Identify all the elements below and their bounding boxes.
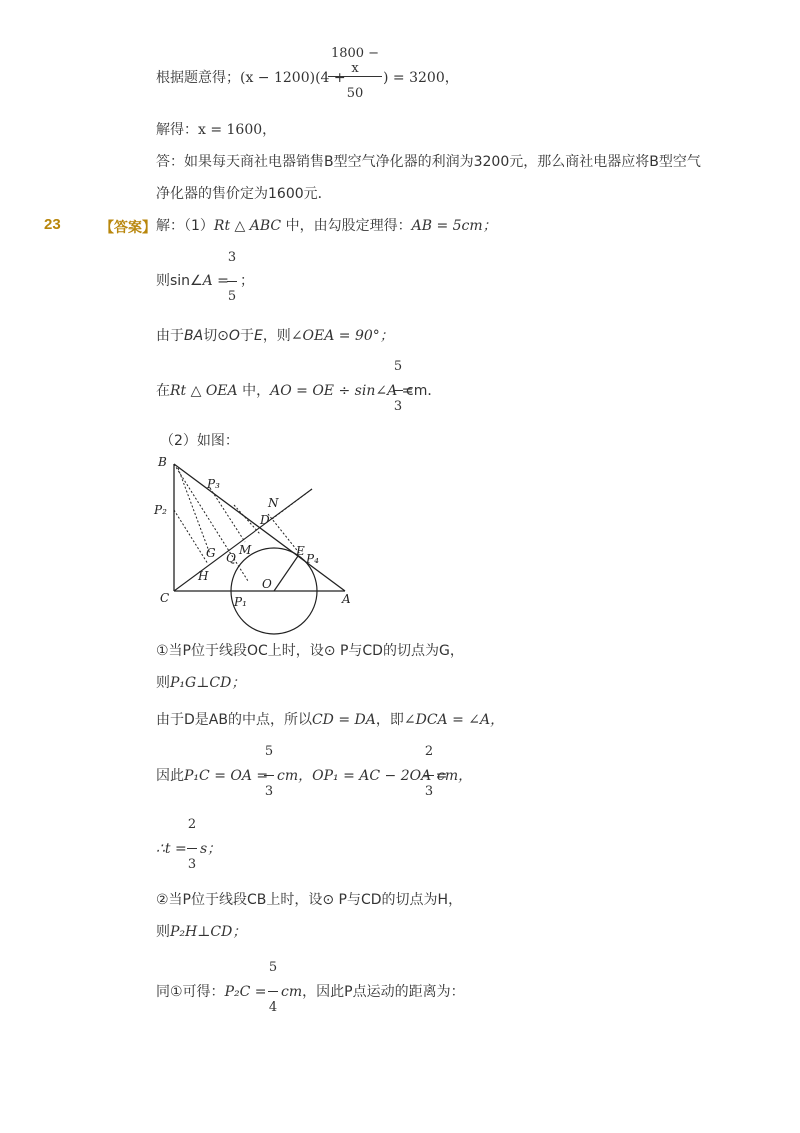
solution-expr: x = 1600， bbox=[198, 122, 277, 138]
text: 于 bbox=[239, 328, 254, 344]
line-prefix: 解得： bbox=[156, 122, 198, 138]
label-p3: P₃ bbox=[207, 477, 220, 491]
math-expr: Rt △ ABC bbox=[213, 218, 282, 234]
t-expr: ∴t = bbox=[156, 841, 187, 857]
text: 中，由勾股定理得： bbox=[281, 218, 412, 234]
math-expr: Rt △ OEA bbox=[170, 383, 238, 399]
perpendicular-line bbox=[156, 674, 245, 692]
p1c-line bbox=[156, 767, 268, 785]
label-m: M bbox=[239, 543, 252, 557]
p2c-suffix bbox=[281, 983, 465, 1001]
fraction-denominator: 4 bbox=[268, 1000, 278, 1015]
label-p1: P₁ bbox=[234, 595, 247, 609]
suffix: ； bbox=[240, 273, 254, 289]
suffix: cm． bbox=[406, 383, 442, 399]
text: 中， bbox=[237, 383, 271, 399]
text: ，因此P点运动的距离为： bbox=[302, 984, 465, 1000]
label-p2: P₂ bbox=[154, 503, 167, 517]
label-a: A bbox=[342, 592, 351, 606]
expr-left: (x − 1200)(4 + bbox=[240, 70, 346, 86]
solution-line-1 bbox=[156, 217, 497, 235]
label-g: G bbox=[206, 546, 216, 560]
text: ，则 bbox=[262, 328, 291, 344]
math-expr: P₁G⊥CD； bbox=[170, 675, 246, 691]
fraction-numerator: 2 bbox=[187, 817, 197, 832]
perpendicular-line bbox=[156, 923, 246, 941]
math-expr: AO = OE ÷ sin∠A = bbox=[270, 383, 414, 399]
case-2-line: ②当P位于线段CB上时，设⊙ P与CD的切点为H， bbox=[156, 892, 463, 908]
text: ，即 bbox=[375, 712, 404, 728]
dotted-line bbox=[210, 488, 245, 542]
label-p4: P₄ bbox=[306, 552, 319, 566]
math-var: E bbox=[253, 328, 263, 344]
text: 在 bbox=[156, 383, 170, 399]
math-var: BA bbox=[184, 328, 204, 344]
text: 同①可得： bbox=[156, 984, 225, 1000]
expr-right: ) = 3200， bbox=[383, 70, 459, 86]
part-2-heading: （2）如图： bbox=[160, 433, 239, 449]
equation-line-1 bbox=[156, 69, 346, 87]
label-c: C bbox=[160, 591, 170, 605]
fraction-bar bbox=[187, 848, 197, 849]
dotted-line bbox=[174, 510, 208, 564]
segment-oe bbox=[274, 556, 298, 591]
label-q: Q bbox=[226, 551, 236, 565]
op1-expr bbox=[277, 767, 447, 785]
fraction-numerator: 1800 − x bbox=[330, 46, 380, 76]
fraction-numerator: 5 bbox=[268, 960, 278, 975]
label-e: E bbox=[296, 544, 305, 558]
geometry-figure bbox=[150, 452, 360, 646]
tangent-line bbox=[156, 327, 394, 345]
answer-text-line: 净化器的售价定为1600元． bbox=[156, 186, 332, 202]
math-expr: A = bbox=[202, 273, 229, 289]
case-1-line: ①当P位于线段OC上时，设⊙ P与CD的切点为G， bbox=[156, 643, 464, 659]
math-expr: AB = 5cm； bbox=[411, 218, 497, 234]
fraction-numerator: 5 bbox=[264, 744, 274, 759]
fraction-denominator: 3 bbox=[424, 784, 434, 799]
math-expr: ∠DCA = ∠A， bbox=[403, 712, 505, 728]
line-prefix: 根据题意得； bbox=[156, 70, 240, 86]
fraction-denominator: 3 bbox=[187, 857, 197, 872]
label-h: H bbox=[198, 569, 209, 583]
unit: s； bbox=[200, 841, 222, 857]
p2c-line bbox=[156, 983, 267, 1001]
solution-line bbox=[156, 121, 276, 139]
fraction-denominator: 3 bbox=[264, 784, 274, 799]
fraction-denominator: 50 bbox=[346, 86, 364, 101]
geometry-svg bbox=[150, 452, 360, 642]
math-expr: P₂C = bbox=[224, 984, 267, 1000]
math-expr: ∠OEA = 90°； bbox=[290, 328, 394, 344]
answer-label: 【答案】 bbox=[100, 220, 156, 236]
sin-line bbox=[156, 272, 229, 290]
text: 由于 bbox=[156, 328, 184, 344]
fraction-numerator: 3 bbox=[227, 250, 237, 265]
text: 则sin∠ bbox=[156, 273, 203, 289]
answer-text-line: 答：如果每天商社电器销售B型空气净化器的利润为3200元，那么商社电器应将B型空气 bbox=[156, 154, 701, 170]
text: 则 bbox=[156, 675, 170, 691]
math-var: O bbox=[228, 328, 240, 344]
fraction-denominator: 3 bbox=[393, 399, 403, 414]
dotted-line bbox=[234, 505, 260, 534]
label-b: B bbox=[158, 455, 167, 469]
unit: cm， bbox=[277, 768, 313, 784]
fraction-denominator: 5 bbox=[227, 289, 237, 304]
label-o: O bbox=[262, 577, 272, 591]
math-expr: OP₁ = AC − 2OA = bbox=[312, 768, 448, 784]
label-d: D bbox=[260, 513, 270, 527]
math-expr: CD = DA bbox=[311, 712, 376, 728]
fraction-numerator: 2 bbox=[424, 744, 434, 759]
part-prefix: 解：（1） bbox=[156, 218, 214, 234]
text: 则 bbox=[156, 924, 170, 940]
ao-line bbox=[156, 382, 413, 400]
label-n: N bbox=[268, 496, 279, 510]
unit: cm bbox=[281, 984, 303, 1000]
text: 切⊙ bbox=[203, 328, 229, 344]
fraction-numerator: 5 bbox=[393, 359, 403, 374]
math-expr: P₁C = OA = bbox=[184, 768, 269, 784]
fraction-bar bbox=[268, 991, 278, 992]
midpoint-line bbox=[156, 711, 504, 729]
math-expr: P₂H⊥CD； bbox=[170, 924, 247, 940]
text: 由于D是AB的中点，所以 bbox=[156, 712, 312, 728]
text: 因此 bbox=[156, 768, 184, 784]
unit: cm， bbox=[437, 768, 473, 784]
question-number: 23 bbox=[44, 216, 61, 233]
